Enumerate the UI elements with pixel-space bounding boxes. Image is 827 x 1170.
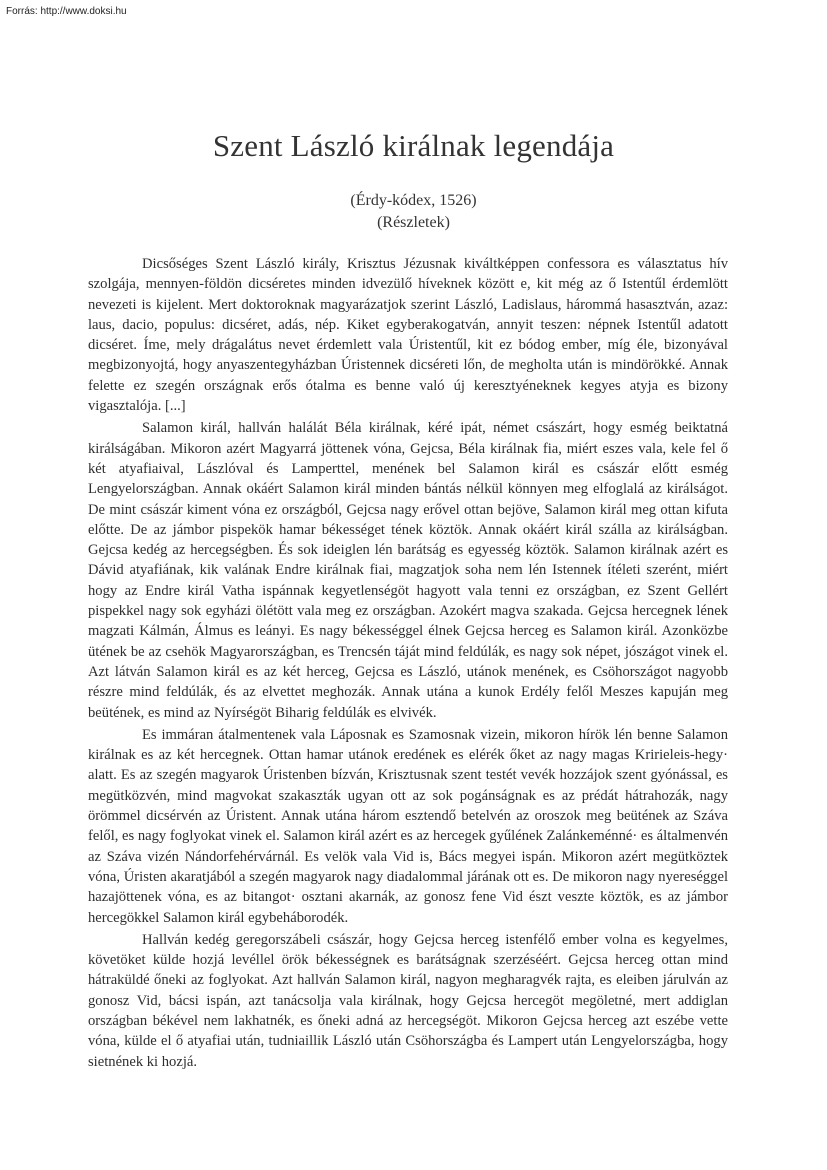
paragraph: Dicsőséges Szent László király, Krisztus Jézusnak kiváltképpen confessora es választatus hív szolgája, mennyen-földön dicséretes minden idvezülő híveknek között e, kit még az ő Istentűl érdemlött nevezeti is kijelent. Mert doktoroknak magyarázatjok szerint László, Ladislaus, hárommá hasasztván, azaz: laus, dacio, populus: dicséret, adás, nép. Kiket egyberakogatván, annyit teszen: népnek Istentűl adatott dicséret. Íme, mely drágalátus nevet érdemlett vala Úristentűl, kit ez bódog ember, míg éle, bizonyával megbizonyojtá, hogy anyaszentegyházban Úristennek dicséreti lőn, de megholta után is mindörökké. Annak felette ez szegén országnak erős ótalma es benne való új keresztyéneknek kegyes atyja es bizony vigasztalója. [...]	[88, 256, 728, 415]
subtitle-source: (Érdy-kódex, 1526)	[350, 192, 477, 209]
subtitle	[0, 190, 827, 234]
page-title: Szent László királnak legendája	[212, 128, 615, 163]
body-text	[88, 254, 728, 1074]
paragraph: Hallván kedég geregorszábeli császár, hogy Gejcsa herceg istenfélő ember volna es kegyelmes, követöket külde hozjá levéllel örök békességnek es barátságnak szerzéséért. Gejcsa herceg ottan mind hátraküldé őneki az foglyokat. Azt hallván Salamon királ, nagyon megharagvék rajta, es eleiben járulván az gonosz Vid, bácsi ispán, azt tanácsolja vala királnak, hogy Gejcsa hercegöt megöletné, mert addiglan országban békével nem lakhatnék, es őneki adná az hercegségöt. Mikoron Gejcsa herceg azt eszébe vette vóna, külde el ő atyafiai után, tudniaillik László után Csöhországba és Lampert után Lengyelországba, hogy sietnének ki hozjá.	[88, 931, 728, 1070]
source-line: Forrás: http://www.doksi.hu	[6, 6, 127, 17]
paragraph: Salamon királ, hallván halálát Béla királnak, kéré ipát, német császárt, hogy esmég beiktatná királságában. Mikoron azért Magyarrá jöttenek vóna, Gejcsa, Béla királnak fia, miért eszes vala, kele fel ő két atyafiaival, Lászlóval és Lamperttel, menének bel Salamon királ es császár előtt esmég Lengyelországban. Annak okáért Salamon királ minden bántás nélkül könnyen meg elfoglalá az királságot. De mint császár kiment vóna ez országból, Gejcsa nagy erővel ottan bejöve, Salamon királ meg ottan kifuta előtte. De az jámbor pispekök hamar békességet tének köztök. Annak okáért királ szálla az királságban. Gejcsa kedég az hercegségben. És sok ideiglen lén barátság es egyesség köztök. Salamon királnak azért es Dávid atyafiának, kik valának Endre királnak fiai, magzatjok soha nem lén Istennek ítéleti szerént, miért hogy az Endre királ Vatha ispánnak kegyetlenségöt hagyott vala tenni ez országban, ez Szent Gellért pispekkel nagy sok egyházi ölétött vala meg ez országban. Azokért magva szakada. Gejcsa hercegnek lének magzati Kálmán, Álmus es leányi. Es nagy békességgel élnek Gejcsa herceg es Salamon királ. Azonközbe ütének be az csehök Magyarországban, es Trencsén táját mind feldúlák, es nagy sok népet, jószágot vinek el. Azt látván Salamon királ es az két herceg, Gejcsa es László, utánok menének, es Csöhországot nagyobb részre mind feldúlák, és az elvettet meghozák. Annak utána a kunok Erdély felől Meszes kapuján meg beütének, es mind az Nyírségöt Biharig feldúlák es elvivék.	[88, 420, 728, 721]
subtitle-note: (Részletek)	[377, 214, 450, 231]
paragraph: Es immáran átalmentenek vala Láposnak es Szamosnak vizein, mikoron hírök lén benne Salamon királnak es az két hercegnek. Ottan hamar utánok eredének es elérék őket az nagy magas Kririeleis-hegy· alatt. Es az szegén magyarok Úristenben bízván, Krisztusnak szent testét vevék hozzájok szent gyónással, es megütközvén, mind magvokat szakaszták ugyan ott az sok pogánságnak es az prédát hátrahozák, nagy örömmel dicsérvén az Úristent. Annak utána három esztendő betelvén az oroszok meg beütének az Száva felől, es nagy foglyokat vinek el. Salamon királ azért es az hercegek gyűlének Zalánkeménné· es általmenvén az Száva vizén Nándorfehérvárnál. Es velök vala Vid is, Bács megyei ispán. Mikoron azért megütköztek vóna, Úristen akaratjából a szegén magyarok nagy diadalommal járának ott es. De mikoron nagy nyereséggel hazajöttenek vóna, es az bitangot· osztani akarnák, az gonosz fene Vid észt veszte köztök, es az jámbor hercegökkel Salamon királ egybeháborodék.	[88, 726, 728, 926]
